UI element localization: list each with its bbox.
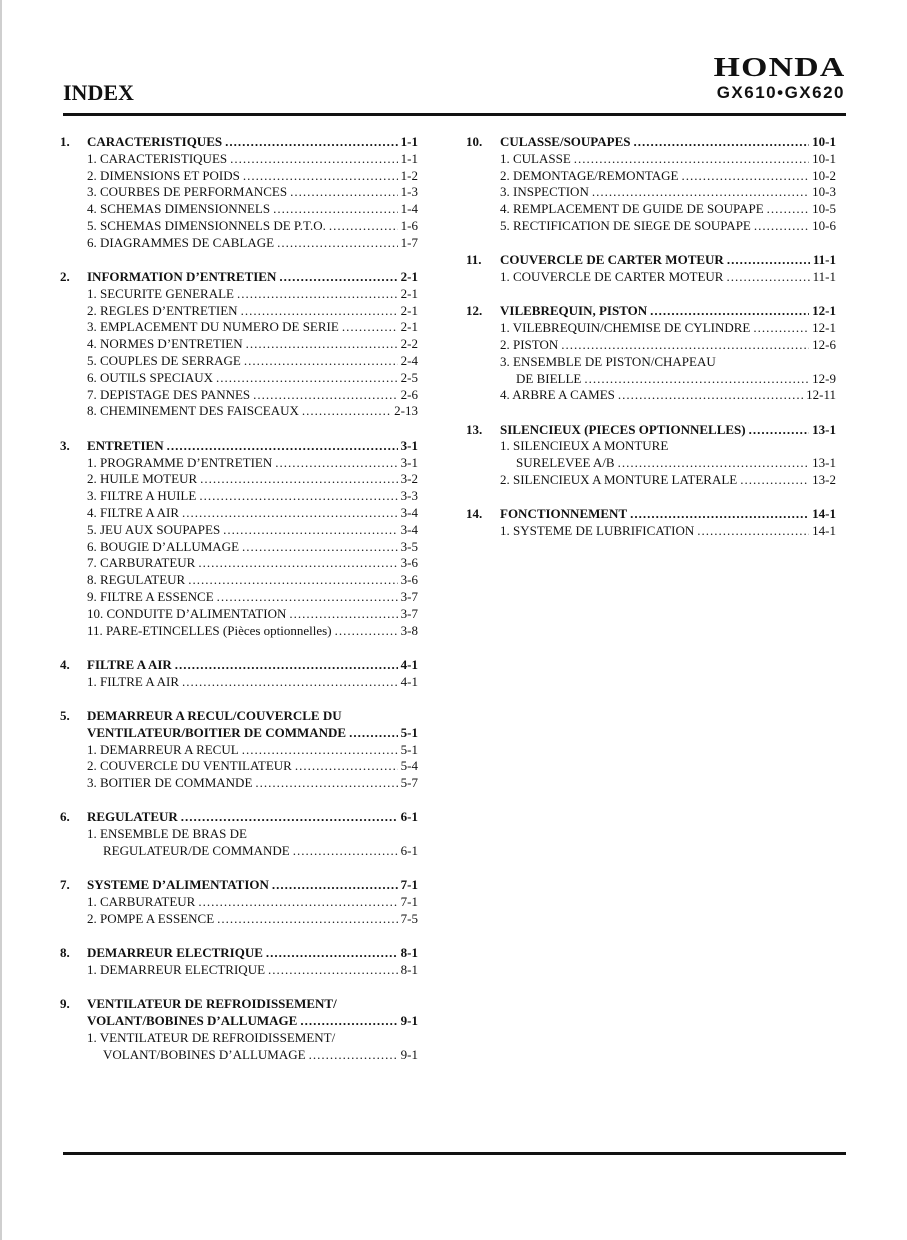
section-heading [60, 438, 418, 455]
entry-title: DE BIELLE [516, 370, 582, 386]
entry-title: 1. VENTILATEUR DE REFROIDISSEMENT/ [87, 1029, 336, 1045]
section-title: INFORMATION D’ENTRETIEN [87, 269, 277, 285]
entry-page: 2-4 [400, 353, 418, 369]
entry-title: 4. FILTRE A AIR [87, 504, 179, 520]
section-title: VENTILATEUR DE REFROIDISSEMENT/ [87, 996, 337, 1012]
entry-title: 1. SILENCIEUX A MONTURE [500, 438, 669, 454]
entry-title: 11. PARE-ETINCELLES (Pièces optionnelles) [87, 622, 332, 638]
section-title: FILTRE A AIR [87, 656, 172, 672]
leader-dots [650, 303, 809, 320]
toc-entry [466, 455, 836, 472]
toc-entry [466, 184, 836, 201]
page-edge [0, 0, 2, 1240]
leader-dots [217, 589, 398, 606]
section-heading [466, 422, 836, 439]
toc-entry [60, 353, 418, 370]
entry-page: 10-3 [812, 184, 836, 200]
toc-entry [60, 151, 418, 168]
leader-dots [727, 252, 810, 269]
entry-title: 1. PROGRAMME D’ENTRETIEN [87, 454, 273, 470]
leader-dots [584, 371, 809, 388]
entry-page: 1-2 [400, 167, 418, 183]
leader-dots [175, 657, 398, 674]
toc-entry [466, 438, 836, 455]
entry-title: 3. ENSEMBLE DE PISTON/CHAPEAU [500, 353, 716, 369]
entry-page: 3-1 [400, 454, 418, 470]
toc-entry [60, 775, 418, 792]
section-title: COUVERCLE DE CARTER MOTEUR [500, 252, 724, 268]
toc-entry [60, 623, 418, 640]
toc-entry [60, 184, 418, 201]
leader-dots [289, 606, 397, 623]
section-number: 12. [466, 303, 483, 319]
entry-title: SURELEVEE A/B [516, 455, 615, 471]
toc-entry [466, 472, 836, 489]
entry-title: 3. FILTRE A HUILE [87, 488, 197, 504]
toc-section [60, 809, 418, 859]
leader-dots [290, 184, 398, 201]
toc-section [60, 945, 418, 979]
entry-title: 2. COUVERCLE DU VENTILATEUR [87, 758, 292, 774]
entry-title: 1. ENSEMBLE DE BRAS DE [87, 826, 247, 842]
entry-page: 9-1 [400, 1046, 418, 1062]
leader-dots [302, 403, 391, 420]
section-title: VENTILATEUR/BOITIER DE COMMANDE [87, 724, 347, 740]
section-title: DEMARREUR ELECTRIQUE [87, 945, 263, 961]
leader-dots [749, 422, 810, 439]
section-heading [466, 303, 836, 320]
entry-title: 1. DEMARREUR A RECUL [87, 741, 239, 757]
section-heading [60, 1013, 418, 1030]
entry-page: 3-7 [400, 605, 418, 621]
section-heading [60, 725, 418, 742]
entry-title: 4. NORMES D’ENTRETIEN [87, 336, 243, 352]
entry-page: 2-1 [400, 302, 418, 318]
toc-section [466, 422, 836, 489]
entry-title: 2. REGLES D’ENTRETIEN [87, 302, 238, 318]
section-page: 12-1 [812, 303, 836, 319]
leader-dots [181, 809, 398, 826]
leader-dots [242, 742, 398, 759]
section-title: REGULATEUR [87, 809, 178, 825]
entry-title: 7. DEPISTAGE DES PANNES [87, 386, 251, 402]
section-heading [60, 708, 418, 725]
toc-section [466, 506, 836, 540]
toc-entry [60, 742, 418, 759]
section-title: SILENCIEUX (PIECES OPTIONNELLES) [500, 421, 746, 437]
toc-entry [60, 286, 418, 303]
leader-dots [244, 353, 398, 370]
leader-dots [634, 134, 810, 151]
entry-title: 1. DEMARREUR ELECTRIQUE [87, 961, 266, 977]
section-title: CULASSE/SOUPAPES [500, 134, 631, 149]
section-number: 13. [466, 421, 483, 437]
leader-dots [216, 370, 398, 387]
entry-title: 8. CHEMINEMENT DES FAISCEAUX [87, 403, 299, 419]
leader-dots [561, 337, 809, 354]
leader-dots [255, 775, 397, 792]
entry-page: 3-7 [400, 588, 418, 604]
entry-page: 3-3 [400, 488, 418, 504]
toc-entry [60, 336, 418, 353]
toc-entry [60, 235, 418, 252]
leader-dots [225, 134, 398, 151]
entry-title: 5. COUPLES DE SERRAGE [87, 353, 241, 369]
entry-title: 4. REMPLACEMENT DE GUIDE DE SOUPAPE [500, 201, 764, 217]
section-number: 10. [466, 134, 483, 149]
entry-page: 2-13 [394, 403, 418, 419]
leader-dots [242, 539, 398, 556]
section-title: VOLANT/BOBINES D’ALLUMAGE [87, 1013, 298, 1029]
entry-page: 1-1 [400, 150, 418, 166]
entry-page: 3-5 [400, 538, 418, 554]
section-heading [60, 134, 418, 151]
section-number: 1. [60, 134, 70, 149]
entry-title: 10. CONDUITE D’ALIMENTATION [87, 605, 287, 621]
toc-entry [466, 201, 836, 218]
entry-title: 6. BOUGIE D’ALLUMAGE [87, 538, 240, 554]
section-heading [60, 945, 418, 962]
section-title: CARACTERISTIQUES [87, 134, 223, 149]
entry-title: 3. BOITIER DE COMMANDE [87, 775, 253, 791]
entry-page: 10-5 [812, 201, 836, 217]
toc-entry [466, 168, 836, 185]
toc-entry [60, 488, 418, 505]
section-page: 8-1 [400, 945, 418, 961]
toc-entry [466, 523, 836, 540]
toc-entry [60, 589, 418, 606]
toc-section [466, 134, 836, 235]
section-page: 14-1 [812, 506, 836, 522]
leader-dots [295, 758, 398, 775]
leader-dots [300, 1013, 397, 1030]
toc-right-column [466, 134, 836, 557]
toc-section [466, 303, 836, 404]
toc-entry [60, 522, 418, 539]
leader-dots [277, 235, 398, 252]
leader-dots [697, 523, 809, 540]
leader-dots [335, 623, 398, 640]
toc-entry [466, 337, 836, 354]
entry-title: 5. JEU AUX SOUPAPES [87, 521, 221, 537]
entry-title: 4. SCHEMAS DIMENSIONNELS [87, 201, 271, 217]
entry-page: 3-2 [400, 471, 418, 487]
model-name: GX610•GX620 [716, 83, 845, 102]
leader-dots [618, 455, 810, 472]
entry-page: 14-1 [812, 523, 836, 539]
toc-left-column [60, 134, 418, 1081]
leader-dots [237, 286, 398, 303]
toc-entry [60, 218, 418, 235]
brand-logo: HONDA [713, 52, 845, 82]
toc-entry [60, 539, 418, 556]
entry-page: 8-1 [400, 961, 418, 977]
entry-title: 3. INSPECTION [500, 184, 589, 200]
entry-page: 3-6 [400, 572, 418, 588]
section-number: 14. [466, 506, 483, 522]
toc-entry [60, 911, 418, 928]
entry-title: 9. FILTRE A ESSENCE [87, 588, 214, 604]
leader-dots [243, 168, 398, 185]
entry-page: 12-1 [812, 320, 836, 336]
toc-entry [60, 826, 418, 843]
toc-section [60, 134, 418, 252]
toc-entry [466, 269, 836, 286]
entry-title: 2. DIMENSIONS ET POIDS [87, 167, 240, 183]
toc-section [60, 708, 418, 792]
entry-title: 2. SILENCIEUX A MONTURE LATERALE [500, 472, 738, 488]
entry-title: VOLANT/BOBINES D’ALLUMAGE [103, 1046, 306, 1062]
entry-title: 3. COURBES DE PERFORMANCES [87, 184, 288, 200]
toc-section [466, 252, 836, 286]
entry-page: 2-1 [400, 319, 418, 335]
section-page: 5-1 [400, 724, 418, 740]
section-heading [60, 269, 418, 286]
entry-page: 7-1 [400, 894, 418, 910]
toc-entry [466, 320, 836, 337]
leader-dots [273, 201, 398, 218]
section-title: VILEBREQUIN, PISTON [500, 303, 648, 319]
leader-dots [253, 387, 397, 404]
toc-entry [60, 168, 418, 185]
section-page: 7-1 [400, 877, 418, 893]
entry-page: 6-1 [400, 842, 418, 858]
section-page: 4-1 [400, 656, 418, 672]
section-title: DEMARREUR A RECUL/COUVERCLE DU [87, 707, 342, 723]
section-page: 10-1 [812, 134, 836, 149]
leader-dots [198, 555, 397, 572]
entry-page: 1-7 [400, 234, 418, 250]
section-page: 3-1 [400, 437, 418, 453]
leader-dots [268, 962, 398, 979]
section-page: 2-1 [400, 269, 418, 285]
entry-page: 3-4 [400, 521, 418, 537]
section-page: 13-1 [812, 421, 836, 437]
entry-page: 1-6 [400, 217, 418, 233]
leader-dots [167, 438, 398, 455]
entry-page: 3-8 [400, 622, 418, 638]
section-page: 1-1 [400, 134, 418, 149]
section-heading [60, 809, 418, 826]
toc-entry [60, 572, 418, 589]
entry-page: 12-11 [806, 387, 836, 403]
entry-title: 2. DEMONTAGE/REMONTAGE [500, 167, 679, 183]
entry-title: 4. ARBRE A CAMES [500, 387, 615, 403]
toc-entry [60, 455, 418, 472]
toc-entry [60, 370, 418, 387]
leader-dots [230, 151, 398, 168]
entry-title: 1. VILEBREQUIN/CHEMISE DE CYLINDRE [500, 320, 751, 336]
toc-entry [60, 471, 418, 488]
leader-dots [726, 269, 809, 286]
leader-dots [279, 269, 397, 286]
section-heading [466, 252, 836, 269]
section-heading [60, 996, 418, 1013]
section-page: 6-1 [400, 809, 418, 825]
section-page: 11-1 [812, 252, 836, 268]
leader-dots [217, 911, 398, 928]
entry-page: 2-5 [400, 369, 418, 385]
section-heading [60, 877, 418, 894]
toc-entry [60, 962, 418, 979]
entry-title: 6. DIAGRAMMES DE CABLAGE [87, 234, 275, 250]
toc-entry [60, 505, 418, 522]
entry-page: 5-7 [400, 775, 418, 791]
toc-section [60, 269, 418, 420]
leader-dots [767, 201, 810, 218]
entry-title: 1. SECURITE GENERALE [87, 285, 234, 301]
entry-title: REGULATEUR/DE COMMANDE [103, 842, 290, 858]
entry-title: 1. FILTRE A AIR [87, 673, 179, 689]
toc-entry [466, 371, 836, 388]
toc-entry [60, 758, 418, 775]
leader-dots [272, 877, 398, 894]
entry-title: 8. REGULATEUR [87, 572, 186, 588]
toc-entry [466, 151, 836, 168]
entry-title: 1. CULASSE [500, 150, 571, 166]
top-rule [63, 113, 846, 116]
entry-page: 1-4 [400, 201, 418, 217]
toc-entry [466, 387, 836, 404]
entry-page: 3-6 [400, 555, 418, 571]
leader-dots [275, 455, 397, 472]
leader-dots [329, 218, 398, 235]
entry-title: 5. SCHEMAS DIMENSIONNELS DE P.T.O. [87, 217, 326, 233]
entry-page: 2-6 [400, 386, 418, 402]
leader-dots [246, 336, 398, 353]
entry-title: 1. CARACTERISTIQUES [87, 150, 228, 166]
entry-page: 10-6 [812, 217, 836, 233]
toc-section [60, 877, 418, 927]
bottom-rule [63, 1152, 846, 1155]
section-heading [466, 506, 836, 523]
entry-title: 7. CARBURATEUR [87, 555, 196, 571]
leader-dots [342, 319, 398, 336]
section-number: 9. [60, 996, 70, 1012]
entry-page: 5-4 [400, 758, 418, 774]
toc-section [60, 657, 418, 691]
page-title: INDEX [63, 80, 134, 105]
leader-dots [309, 1047, 398, 1064]
entry-title: 1. COUVERCLE DE CARTER MOTEUR [500, 269, 724, 285]
toc-entry [60, 555, 418, 572]
section-number: 7. [60, 877, 70, 893]
section-number: 5. [60, 707, 70, 723]
leader-dots [266, 945, 398, 962]
section-title: SYSTEME D’ALIMENTATION [87, 877, 269, 893]
entry-title: 5. RECTIFICATION DE SIEGE DE SOUPAPE [500, 217, 751, 233]
toc-entry [60, 1047, 418, 1064]
leader-dots [199, 488, 397, 505]
entry-title: 1. CARBURATEUR [87, 894, 196, 910]
entry-page: 1-3 [400, 184, 418, 200]
toc-entry [466, 218, 836, 235]
leader-dots [182, 674, 398, 691]
section-number: 6. [60, 809, 70, 825]
entry-title: 2. PISTON [500, 336, 559, 352]
toc-entry [60, 387, 418, 404]
section-page: 9-1 [400, 1013, 418, 1029]
toc-section [60, 996, 418, 1063]
leader-dots [592, 184, 809, 201]
entry-page: 12-6 [812, 336, 836, 352]
entry-title: 6. OUTILS SPECIAUX [87, 369, 214, 385]
entry-page: 3-4 [400, 504, 418, 520]
leader-dots [188, 572, 397, 589]
section-title: ENTRETIEN [87, 437, 164, 453]
toc-entry [60, 1030, 418, 1047]
leader-dots [241, 303, 398, 320]
entry-title: 1. SYSTEME DE LUBRIFICATION [500, 523, 695, 539]
entry-page: 7-5 [400, 910, 418, 926]
section-number: 3. [60, 437, 70, 453]
entry-page: 11-1 [812, 269, 836, 285]
entry-page: 13-1 [812, 455, 836, 471]
toc-entry [60, 403, 418, 420]
section-number: 11. [466, 252, 482, 268]
entry-title: 3. EMPLACEMENT DU NUMERO DE SERIE [87, 319, 339, 335]
leader-dots [630, 506, 809, 523]
section-number: 8. [60, 945, 70, 961]
section-heading [60, 657, 418, 674]
entry-title: 2. POMPE A ESSENCE [87, 910, 215, 926]
leader-dots [349, 725, 398, 742]
entry-page: 13-2 [812, 472, 836, 488]
toc-entry [466, 354, 836, 371]
entry-title: 2. HUILE MOTEUR [87, 471, 198, 487]
section-number: 4. [60, 656, 70, 672]
entry-page: 10-2 [812, 167, 836, 183]
toc-section [60, 438, 418, 640]
toc-entry [60, 843, 418, 860]
leader-dots [574, 151, 809, 168]
leader-dots [200, 471, 398, 488]
leader-dots [198, 894, 397, 911]
entry-page: 2-2 [400, 336, 418, 352]
leader-dots [753, 320, 809, 337]
section-heading [466, 134, 836, 151]
leader-dots [618, 387, 803, 404]
leader-dots [740, 472, 809, 489]
toc-entry [60, 894, 418, 911]
leader-dots [754, 218, 809, 235]
toc-entry [60, 303, 418, 320]
entry-page: 2-1 [400, 285, 418, 301]
toc-entry [60, 319, 418, 336]
toc-entry [60, 201, 418, 218]
toc-entry [60, 606, 418, 623]
entry-page: 5-1 [400, 741, 418, 757]
leader-dots [182, 505, 398, 522]
entry-page: 4-1 [400, 673, 418, 689]
leader-dots [293, 843, 398, 860]
entry-page: 10-1 [812, 150, 836, 166]
entry-page: 12-9 [812, 370, 836, 386]
section-title: FONCTIONNEMENT [500, 506, 628, 522]
section-number: 2. [60, 269, 70, 285]
leader-dots [681, 168, 809, 185]
leader-dots [223, 522, 397, 539]
toc-entry [60, 674, 418, 691]
